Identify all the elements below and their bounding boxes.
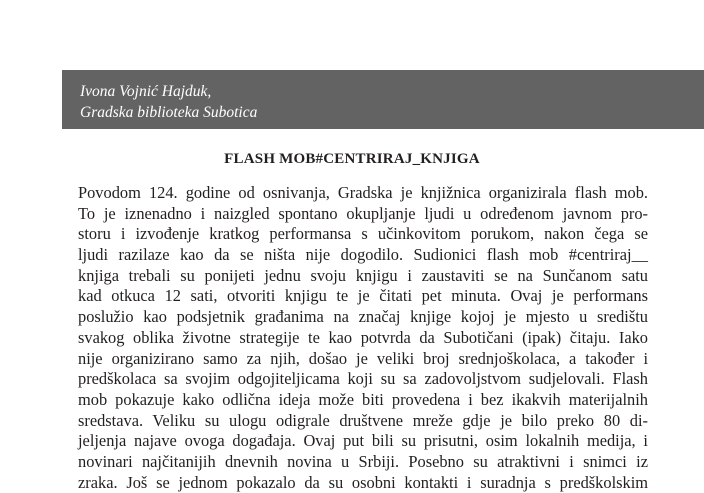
body-line: zraka. Još se jednom pokazalo da su osobni kontakti i suradnja s predškolskim [78, 472, 648, 492]
body-line: sredstava. Veliku su ulogu odigrale društvene mreže gdje je bilo preko 80 di- [78, 410, 648, 430]
body-line: Povodom 124. godine od osnivanja, Gradska je knjižnica organizirala flash mob. [78, 183, 648, 202]
body-line: predškolaca sa svojim odgojiteljicama koji su sa zadovoljstvom sudjelovali. Flash [78, 369, 648, 389]
body-line: nije organizirano samo za njih, došao je veliki broj srednjoškolaca, a također i [78, 348, 648, 368]
body-line: novinari najčitanijih dnevnih novina u Srbiji. Posebno su atraktivni i snimci iz [78, 451, 648, 471]
body-line: To je iznenadno i naizgled spontano okupljanje ljudi u određenom javnom pro- [78, 203, 648, 223]
article-body [78, 183, 648, 493]
author-box [62, 70, 704, 129]
body-line: storu i izvođenje kratkog performansa s učinkovitom porukom, nakon čega se [78, 224, 648, 244]
body-line: mob pokazuje kako odlična ideja može biti provedena i bez ikakvih materijalnih [78, 389, 648, 409]
body-line: knjiga trebali su ponijeti jednu svoju knjigu i zaustaviti se na Sunčanom satu [78, 265, 648, 285]
body-line: svakog oblika životne strategije te kao potvrda da Subotičani (ipak) čitaju. Iako [78, 327, 648, 347]
body-line: ljudi razilaze kao da se ništa nije dogodilo. Sudionici flash mob #centriraj__ [78, 245, 648, 265]
article-title: FLASH MOB#CENTRIRAJ_KNJIGA [224, 151, 480, 167]
body-line: kad otkuca 12 sati, otvoriti knjigu te je čitati pet minuta. Ovaj je performans [78, 286, 648, 306]
body-line: poslužio kao podsjetnik građanima na značaj knjige kojoj je mjesto u središtu [78, 307, 648, 327]
author-name: Ivona Vojnić Hajduk, [80, 83, 212, 100]
author-affiliation: Gradska biblioteka Subotica [80, 104, 258, 121]
body-line: jeljenja najave ovoga događaja. Ovaj put bili su prisutni, osim lokalnih medija, i [78, 431, 648, 451]
